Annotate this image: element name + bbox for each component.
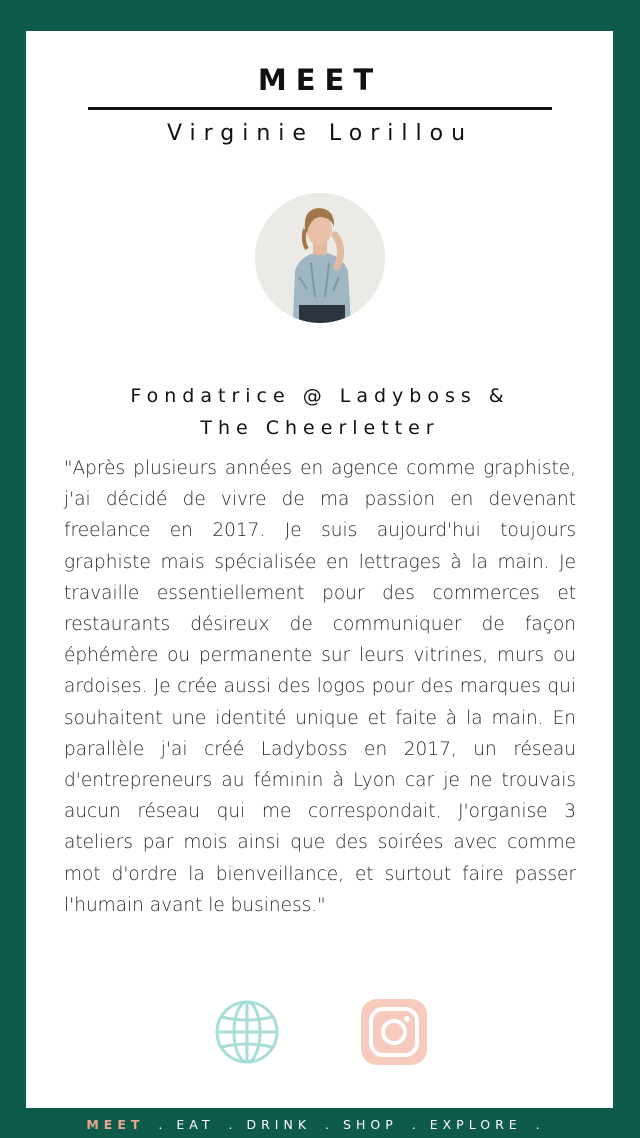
avatar bbox=[255, 193, 385, 323]
footer-item-meet[interactable]: MEET bbox=[86, 1116, 145, 1132]
role-title bbox=[60, 380, 580, 444]
title-divider bbox=[88, 107, 552, 110]
footer-item-shop[interactable]: SHOP bbox=[343, 1116, 398, 1132]
footer-separator: . bbox=[411, 1116, 416, 1132]
footer-separator: . bbox=[535, 1116, 540, 1132]
footer-nav bbox=[0, 1110, 640, 1138]
footer-item-explore[interactable]: EXPLORE bbox=[429, 1116, 522, 1132]
bio-text: "Après plusieurs années en agence comme graphiste, j'ai décidé de vivre de ma passion en devenant freelance en 2017. Je suis aujourd'hui toujours graphiste mais spécialisée en lettrages à la main. Je travaille essentiellement pour des commerces et restaurants désireux de communiquer de façon éphémère ou permanente sur leurs vitrines, murs ou ardoises. Je crée aussi des logos pour des marques qui souhaitent une identité unique et faite à la main. En parallèle j'ai créé Ladyboss en 2017, un réseau d'entrepreneurs au féminin à Lyon car je ne trouvais aucun réseau qui me correspondait. J'organise 3 ateliers par mois ainsi que des soirées avec comme mot d'ordre la bienveillance, et surtout faire passer l'humain avant le business." bbox=[64, 458, 576, 916]
role-line-2: The Cheerletter bbox=[200, 417, 440, 439]
footer-separator: . bbox=[158, 1116, 163, 1132]
person-name: Virginie Lorillou bbox=[166, 121, 474, 146]
footer-item-drink[interactable]: DRINK bbox=[246, 1116, 312, 1132]
role-line-1: Fondatrice @ Ladyboss & bbox=[130, 385, 510, 407]
footer-separator: . bbox=[325, 1116, 330, 1132]
avatar-portrait bbox=[255, 193, 385, 323]
instagram-icon[interactable] bbox=[361, 999, 427, 1065]
footer-item-eat[interactable]: EAT bbox=[176, 1116, 215, 1132]
globe-icon[interactable] bbox=[214, 999, 280, 1065]
page-title: MEET bbox=[257, 63, 383, 97]
footer-separator: . bbox=[228, 1116, 233, 1132]
